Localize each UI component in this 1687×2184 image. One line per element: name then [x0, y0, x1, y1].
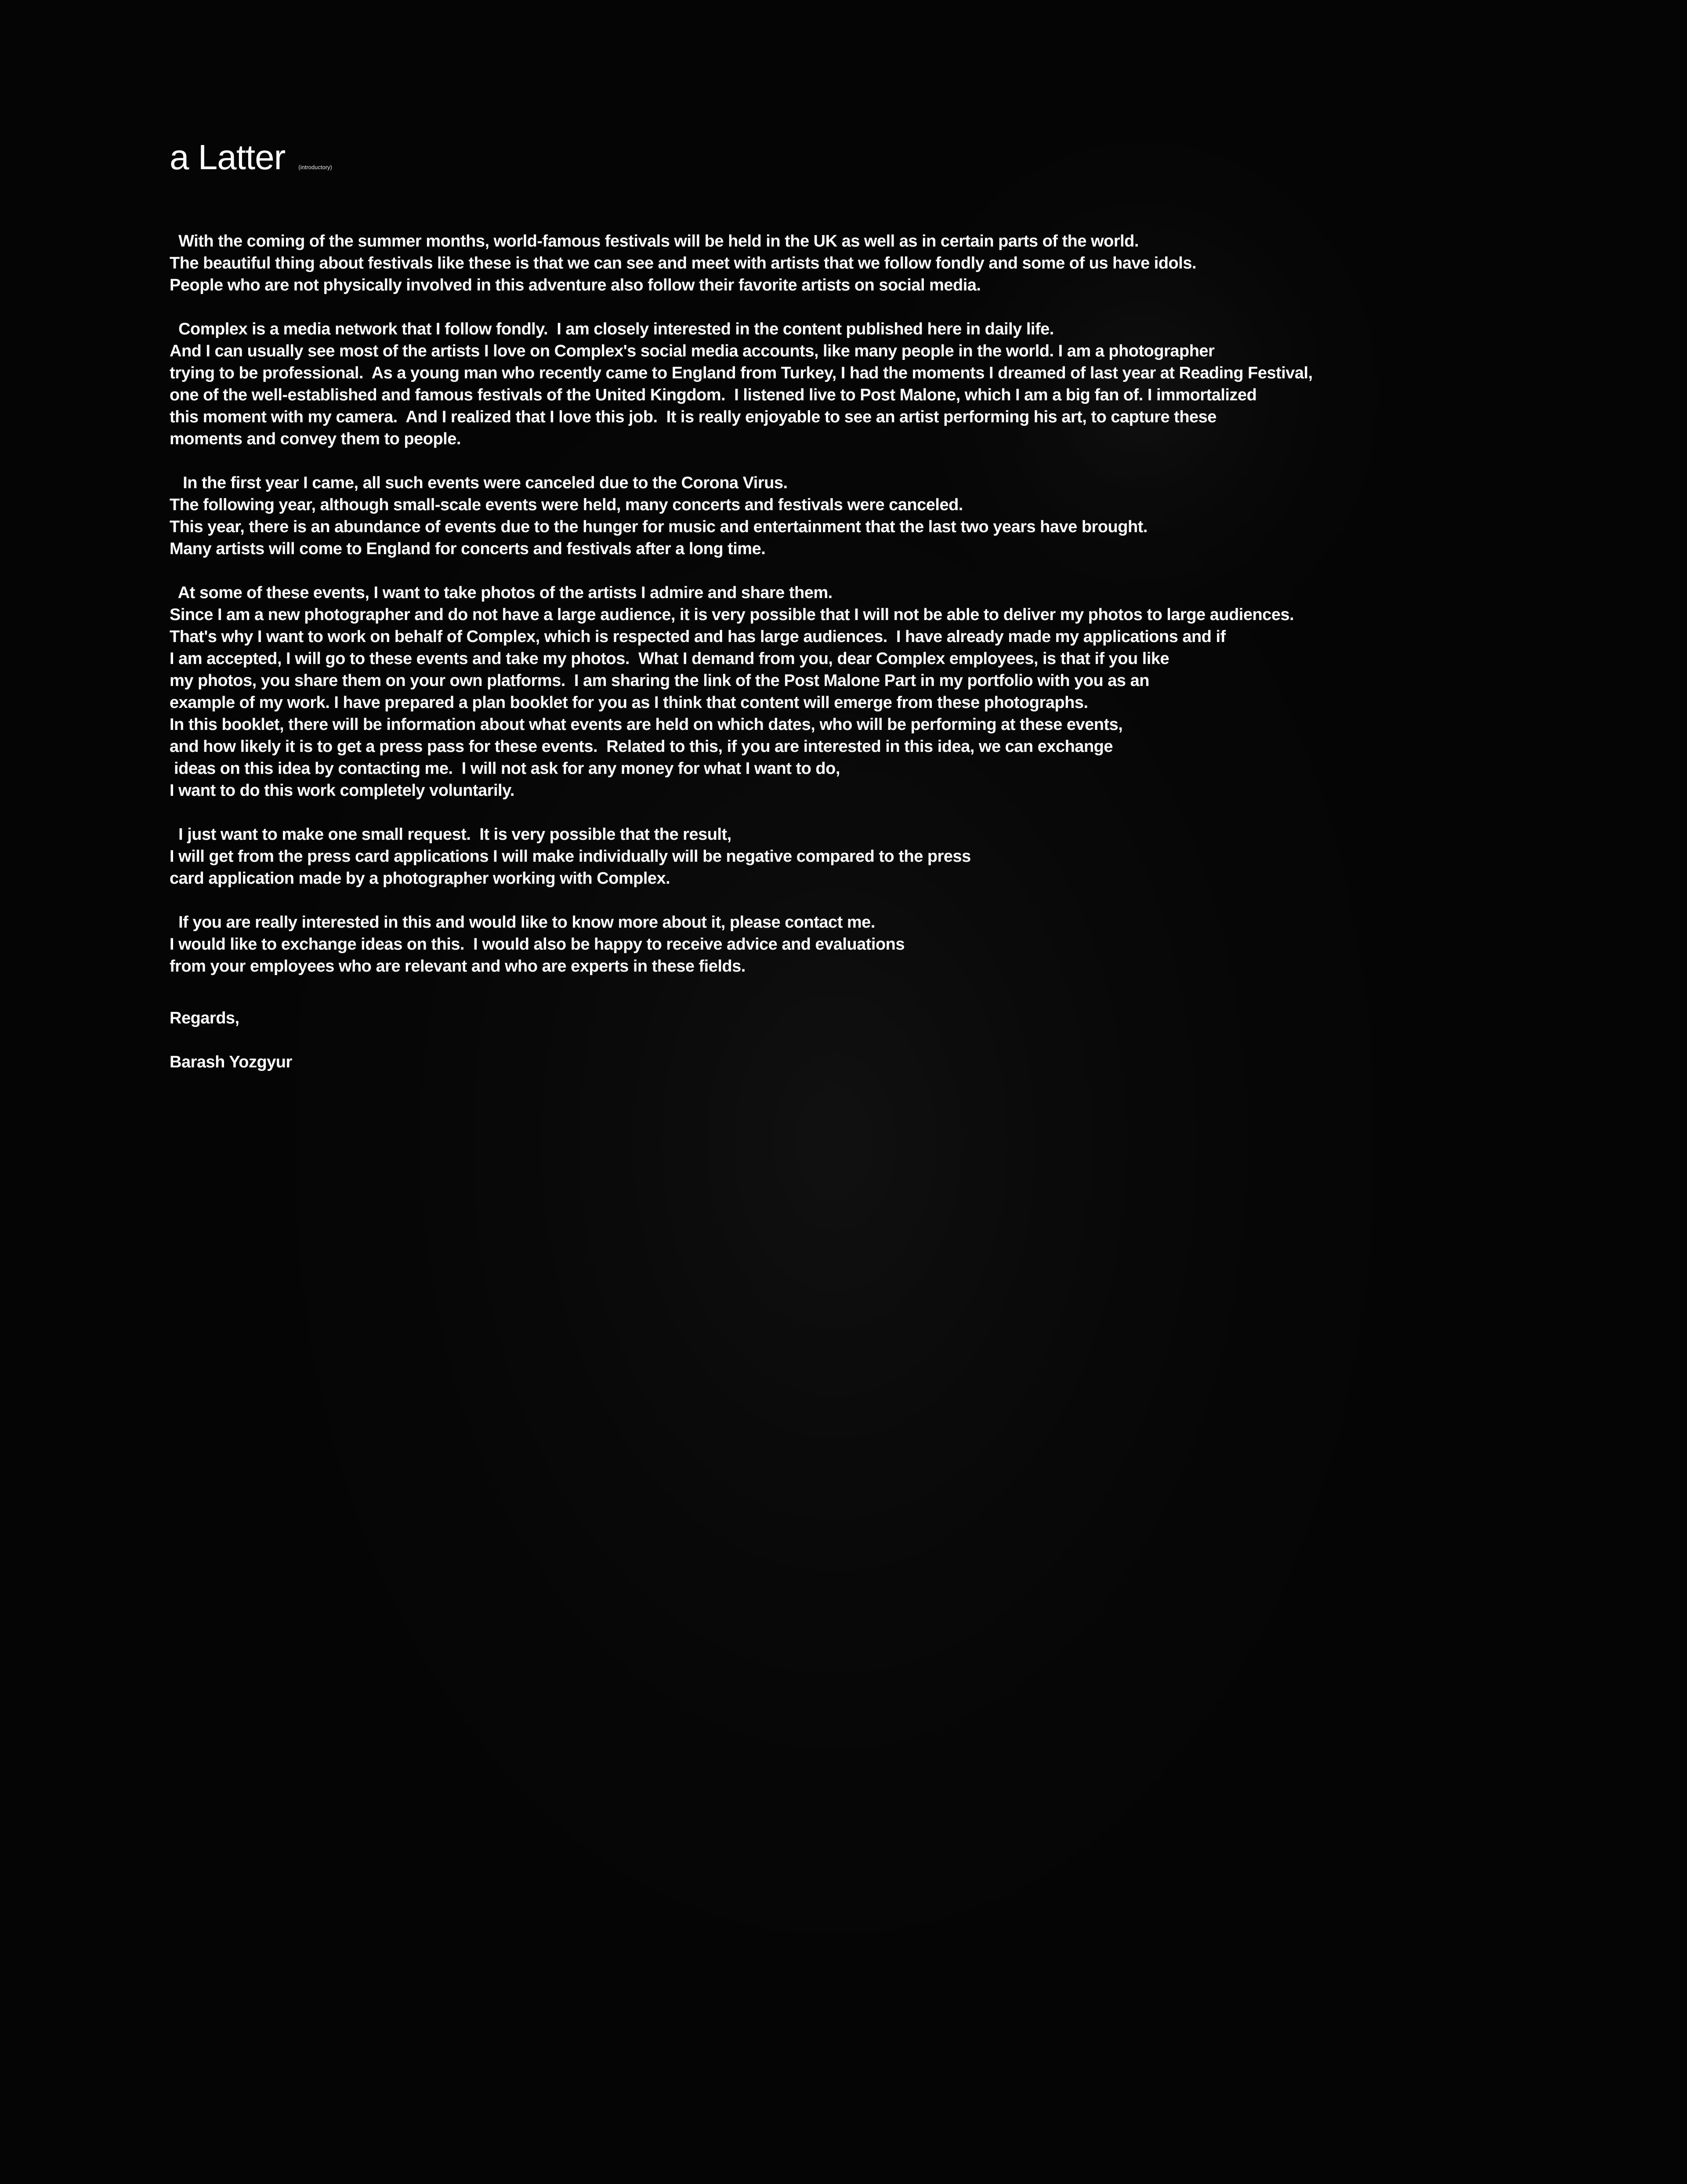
letter-paragraph	[170, 318, 1619, 450]
letter-line: one of the well-established and famous festivals of the United Kingdom. I listened live to Post Malone, which I am a big fan of. I immortalized	[170, 386, 1257, 404]
letter-line: People who are not physically involved in this adventure also follow their favorite artists on social media.	[170, 276, 981, 294]
letter-paragraph	[170, 582, 1619, 802]
letter-closing: Regards,	[170, 1009, 239, 1027]
letter-line: In the first year I came, all such events were canceled due to the Corona Virus.	[170, 474, 788, 492]
letter-paragraph	[170, 230, 1619, 296]
letter-paragraph	[170, 824, 1619, 889]
letter-line: With the coming of the summer months, world-famous festivals will be held in the UK as well as in certain parts of the world.	[170, 232, 1139, 250]
letter-line: and how likely it is to get a press pass for these events. Related to this, if you are interested in this idea, we can exchange	[170, 737, 1113, 756]
letter-line: I just want to make one small request. It is very possible that the result,	[170, 825, 731, 844]
letter-line: If you are really interested in this and would like to know more about it, please contact me.	[170, 913, 875, 932]
letter-line: this moment with my camera. And I realized that I love this job. It is really enjoyable to see an artist performing his art, to capture these	[170, 408, 1216, 426]
letter-line: At some of these events, I want to take photos of the artists I admire and share them.	[170, 584, 833, 602]
letter-line: my photos, you share them on your own platforms. I am sharing the link of the Post Malone Part in my portfolio with you as an	[170, 671, 1149, 690]
letter-line: I would like to exchange ideas on this. I would also be happy to receive advice and evaluations	[170, 935, 905, 954]
letter-line: And I can usually see most of the artists I love on Complex's social media accounts, like many people in the world. I am a photographer	[170, 342, 1215, 360]
letter-subtitle: (introductory)	[298, 164, 332, 171]
letter-signature: Barash Yozgyur	[170, 1053, 292, 1071]
letter	[170, 140, 1619, 1073]
letter-line: I want to do this work completely voluntarily.	[170, 781, 514, 800]
letter-paragraph	[170, 911, 1619, 977]
letter-line: Many artists will come to England for concerts and festivals after a long time.	[170, 540, 766, 558]
letter-line: Complex is a media network that I follow fondly. I am closely interested in the content published here in daily life.	[170, 320, 1054, 338]
letter-paragraph	[170, 472, 1619, 560]
letter-title: a Latter	[170, 138, 286, 177]
letter-line: This year, there is an abundance of events due to the hunger for music and entertainment that the last two years have brought.	[170, 518, 1148, 536]
letter-line: The following year, although small-scale events were held, many concerts and festivals were canceled.	[170, 496, 963, 514]
letter-line: moments and convey them to people.	[170, 430, 461, 448]
letter-line: card application made by a photographer working with Complex.	[170, 869, 670, 888]
letter-line: I will get from the press card applications I will make individually will be negative compared to the press	[170, 847, 971, 866]
letter-line: I am accepted, I will go to these events and take my photos. What I demand from you, dear Complex employees, is that if you like	[170, 649, 1169, 668]
letter-line: from your employees who are relevant and who are experts in these fields.	[170, 957, 746, 976]
letter-line: In this booklet, there will be information about what events are held on which dates, who will be performing at these events,	[170, 715, 1123, 734]
letter-line: ideas on this idea by contacting me. I will not ask for any money for what I want to do,	[170, 759, 840, 778]
letter-line: example of my work. I have prepared a plan booklet for you as I think that content will emerge from these photographs.	[170, 693, 1088, 712]
letter-line: That's why I want to work on behalf of Complex, which is respected and has large audiences. I have already made my applications and if	[170, 628, 1226, 646]
letter-line: Since I am a new photographer and do not have a large audience, it is very possible that I will not be able to deliver my photos to large audiences.	[170, 606, 1294, 624]
letter-body	[170, 230, 1619, 977]
letter-line: The beautiful thing about festivals like these is that we can see and meet with artists that we follow fondly and some of us have idols.	[170, 254, 1197, 272]
letter-line: trying to be professional. As a young man who recently came to England from Turkey, I had the moments I dreamed of last year at Reading Festival,	[170, 364, 1313, 382]
letter-header	[170, 140, 1619, 197]
